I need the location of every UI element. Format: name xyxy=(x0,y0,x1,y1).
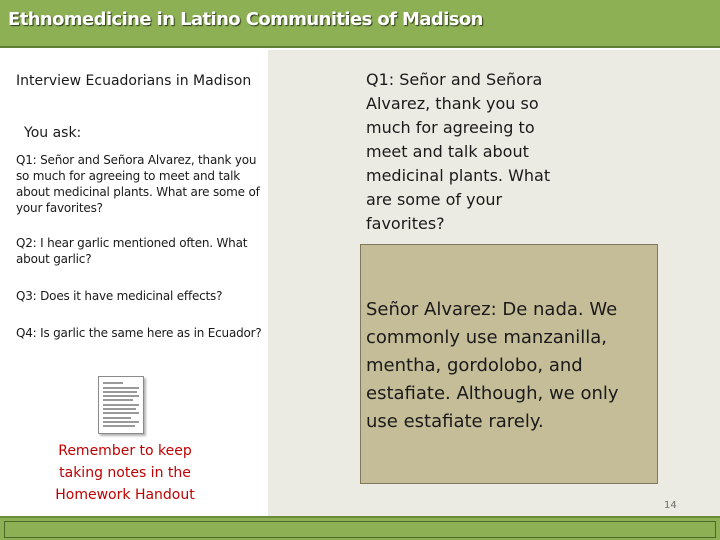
page-number: 14 xyxy=(664,500,677,511)
answer-text: Señor Alvarez: De nada. We commonly use manzanilla, mentha, gordolobo, and estafiate. Although, we only use estafiate rarely. xyxy=(366,299,619,432)
you-ask-label: You ask: xyxy=(24,125,82,141)
slide-title: Ethnomedicine in Latino Communities of Madison xyxy=(8,9,483,30)
question-2: Q2: I hear garlic mentioned often. What about garlic? xyxy=(16,236,248,266)
question-3: Q3: Does it have medicinal effects? xyxy=(16,289,223,303)
question-4: Q4: Is garlic the same here as in Ecuador? xyxy=(16,326,262,340)
title-bar xyxy=(0,0,720,48)
current-question: Q1: Señor and Señora Alvarez, thank you so much for agreeing to meet and talk about medicinal plants. What are some of your favorites? xyxy=(366,70,551,233)
reminder-note: Remember to keep taking notes in the Homework Handout xyxy=(55,443,195,503)
interview-heading: Interview Ecuadorians in Madison xyxy=(16,73,252,89)
question-1: Q1: Señor and Señora Alvarez, thank you so much for agreeing to meet and talk about medicinal plants. What are some of your favorites? xyxy=(16,153,260,215)
footer-inner-border xyxy=(4,521,716,538)
footer-bar xyxy=(0,516,720,540)
document-thumbnail-icon xyxy=(98,376,144,434)
